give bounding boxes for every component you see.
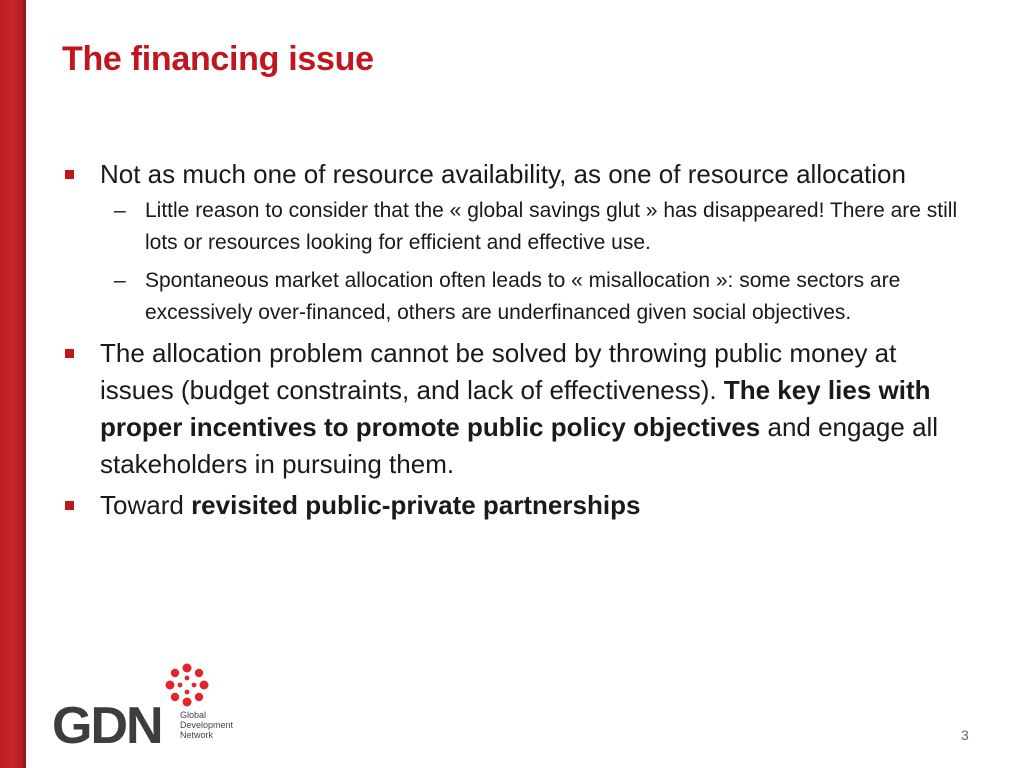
dash-bullet-icon: – [114,269,126,292]
bullet-2-text-1: The allocation problem cannot be solved by throwing public money at issues (budget constraints, and lack of effectiveness). [100,338,897,405]
logo-subtitle [180,710,233,740]
gdn-flower-icon [162,660,212,710]
bullet-2 [62,335,972,483]
left-accent-bar [0,0,26,768]
logo-line-1: Global [180,710,207,720]
bullet-1 [62,156,972,193]
bullet-2-text-2: and engage all stakeholders in pursuing them. [100,412,939,479]
sub-bullet-2-text: Spontaneous market allocation often leads to « misallocation »: some sectors are excessively over-financed, others are underfinanced given social objectives. [145,269,901,324]
logo-line-2: Development [180,720,234,730]
bullet-3-text: Toward [100,490,184,520]
bullet-2-bold: The key lies with proper incentives to promote public policy objectives [100,375,931,442]
gdn-logo [52,660,252,755]
bullet-1-text: Not as much one of resource availability, as one of resource allocation [100,159,906,189]
logo-brand: GDN [52,697,162,755]
sub-bullet-1-text: Little reason to consider that the « global savings glut » has disappeared! There are still lots or resources looking for efficient and effective use. [145,199,958,254]
square-bullet-icon [65,170,74,179]
logo-line-3: Network [180,730,214,740]
sub-bullet-1 [62,195,972,259]
dash-bullet-icon: – [114,199,126,222]
slide-title: The financing issue [62,40,374,78]
square-bullet-icon [65,349,74,358]
bullet-3 [62,487,972,524]
page-number: 3 [961,727,969,743]
bullet-3-bold: revisited public-private partnerships [191,490,641,520]
square-bullet-icon [65,501,74,510]
slide-content [62,156,972,524]
sub-bullet-2 [62,265,972,329]
